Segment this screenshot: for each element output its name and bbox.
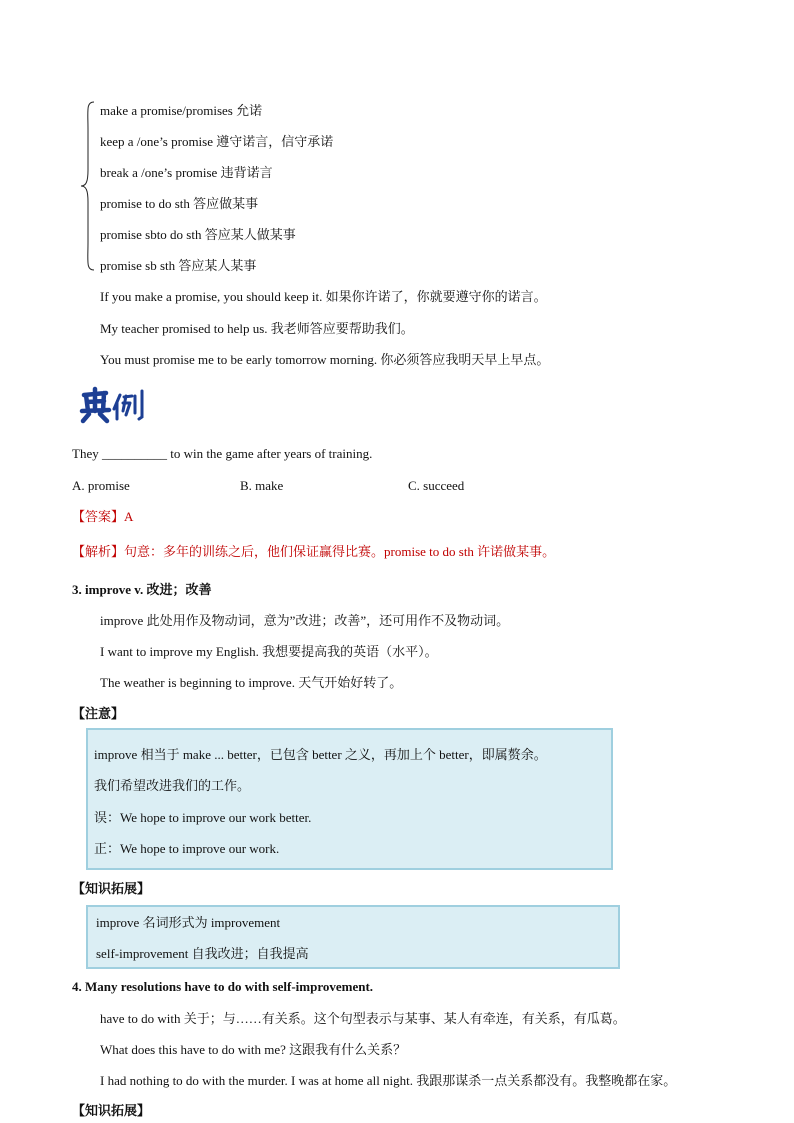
extension-label: 【知识拓展】 [72, 1103, 151, 1118]
note-line: 正：We hope to improve our work. [94, 841, 280, 856]
example-sentence: If you make a promise, you should keep it. 如果你许诺了，你就要遵守你的诺言。 [100, 289, 547, 304]
answer-line [72, 509, 133, 525]
explanation-line: have to do with 关于；与……有关系。这个句型表示与某事、某人有牵连，有关系，有瓜葛。 [100, 1011, 626, 1026]
option-c: C. succeed [408, 478, 465, 493]
note-line: improve 相当于 make ... better，已包含 better 之义，再加上个 better，即属赘余。 [94, 747, 547, 762]
phrase-item: promise sbto do sth 答应某人做某事 [100, 227, 296, 242]
analysis-text: 句意：多年的训练之后，他们保证赢得比赛。promise to do sth 许诺做某事。 [124, 544, 556, 559]
option-b: B. make [240, 478, 284, 493]
example-logo-icon [76, 385, 152, 425]
section-heading: 4. Many resolutions have to do with self-improvement. [72, 979, 374, 994]
phrase-item: promise sb sth 答应某人某事 [100, 258, 257, 273]
example-sentence: What does this have to do with me? 这跟我有什么关系？ [100, 1042, 407, 1057]
note-line: 误：We hope to improve our work better. [94, 810, 312, 825]
phrase-item: break a /one’s promise 违背诺言 [100, 165, 273, 180]
question-text: They __________ to win the game after years of training. [72, 446, 373, 461]
analysis-line [72, 544, 555, 560]
explanation-line: improve 此处用作及物动词，意为”改进；改善”，还可用作不及物动词。 [100, 613, 510, 628]
example-sentence: The weather is beginning to improve. 天气开始好转了。 [100, 675, 403, 690]
phrase-item: promise to do sth 答应做某事 [100, 196, 259, 211]
example-sentence: I had nothing to do with the murder. I was at home all night. 我跟那谋杀一点关系都没有。我整晚都在家。 [100, 1073, 677, 1088]
heading-word: 3. improve v. [72, 582, 144, 597]
curly-brace-icon [80, 100, 96, 272]
section-heading [72, 582, 212, 598]
example-sentence: You must promise me to be early tomorrow morning. 你必须答应我明天早上早点。 [100, 352, 550, 367]
answer-value: A [124, 509, 134, 524]
answer-label: 【答案】 [72, 509, 125, 524]
note-line: 我们希望改进我们的工作。 [94, 778, 251, 793]
analysis-label: 【解析】 [72, 544, 125, 559]
heading-meaning: 改进；改善 [146, 582, 212, 597]
note-label: 【注意】 [72, 706, 125, 721]
phrase-item: keep a /one’s promise 遵守诺言，信守承诺 [100, 134, 334, 149]
option-a: A. promise [72, 478, 130, 493]
extension-line: self-improvement 自我改进；自我提高 [96, 946, 309, 961]
example-sentence: My teacher promised to help us. 我老师答应要帮助我们。 [100, 321, 414, 336]
extension-line: improve 名词形式为 improvement [96, 915, 281, 930]
example-sentence: I want to improve my English. 我想要提高我的英语（水平）。 [100, 644, 438, 659]
phrase-item: make a promise/promises 允诺 [100, 103, 263, 118]
extension-label: 【知识拓展】 [72, 881, 151, 896]
